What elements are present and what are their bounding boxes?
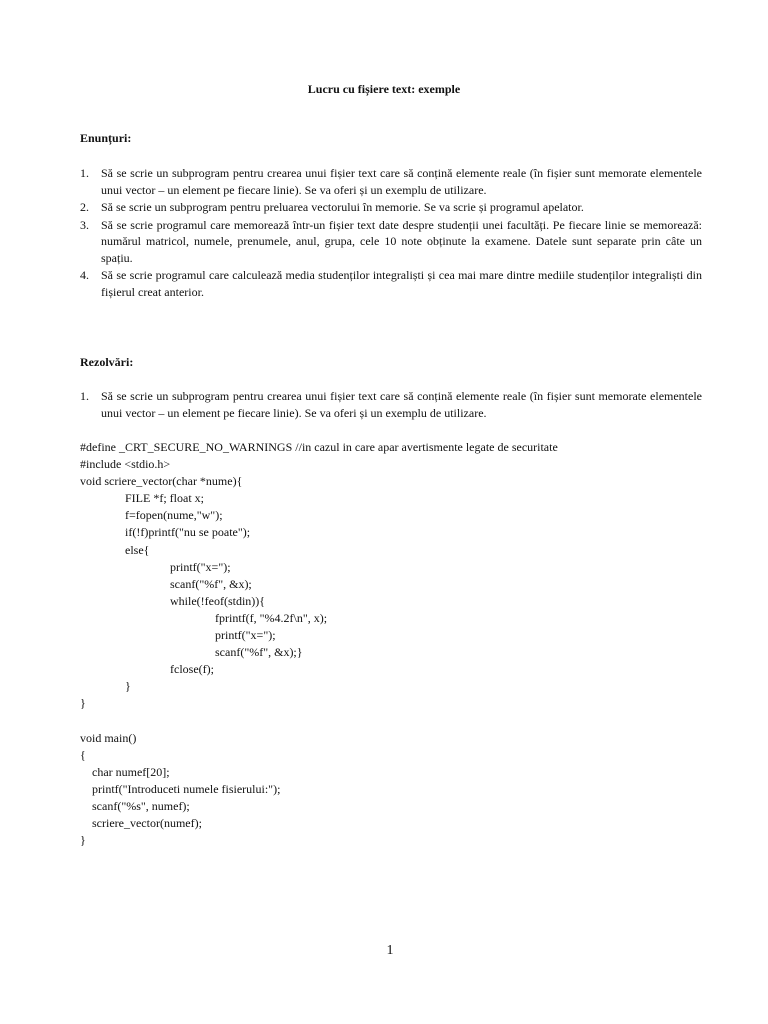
rezolvare-item-number: 1.: [80, 389, 89, 403]
enunturi-heading: Enunțuri:: [80, 131, 132, 145]
code-line: else{: [125, 542, 150, 557]
code-line: printf("x=");: [170, 559, 231, 574]
enunt-item-text: Să se scrie un subprogram pentru preluarea vectorului în memorie. Se va scrie și programul apelator.: [101, 200, 584, 214]
enunt-item-4: [80, 267, 702, 300]
code-line: {: [80, 747, 86, 762]
code-line: printf("Introduceti numele fisierului:");: [92, 781, 281, 796]
rezolvare-item-1: [80, 388, 702, 421]
code-line: }: [80, 833, 86, 848]
enunt-item-text: Să se scrie un subprogram pentru crearea unui fișier text care să conțină elemente reale (în fișier sunt memorate elementele unui vector – un element pe fiecare linie). Se va oferi și un exemplu de utilizare.: [101, 166, 702, 197]
code-line: scanf("%f", &x);: [170, 576, 252, 591]
rezolvari-heading: Rezolvări:: [80, 355, 134, 369]
code-line: FILE *f; float x;: [125, 491, 204, 506]
enunt-item-number: 1.: [80, 166, 89, 180]
code-line: if(!f)printf("nu se poate");: [125, 525, 251, 540]
enunt-item-number: 3.: [80, 217, 89, 232]
enunturi-list: [80, 165, 702, 301]
code-line: printf("x=");: [215, 628, 276, 643]
enunt-item-2: [80, 199, 702, 216]
code-line: scriere_vector(numef);: [92, 816, 202, 831]
rezolvare-item-text: Să se scrie un subprogram pentru crearea unui fișier text care să conțină elemente reale (în fișier sunt memorate elementele unui vector – un element pe fiecare linie). Se va oferi și un exemplu de utilizare.: [101, 389, 702, 420]
code-line: [80, 713, 700, 730]
code-line: scanf("%f", &x);}: [215, 645, 303, 660]
code-line: while(!feof(stdin)){: [170, 593, 266, 608]
enunt-item-3: [80, 217, 702, 267]
enunt-item-text: Să se scrie programul care memorează într-un fișier text date despre studenții unei facultăți. Pe fiecare linie se memorează: numărul matricol, numele, prenumele, anul, grupa, cele 10 note obținute la examene. Datele sunt separate prin câte un spațiu.: [101, 217, 702, 265]
code-block: [80, 439, 700, 849]
code-line: void scriere_vector(char *nume){: [80, 474, 243, 489]
code-line: #include <stdio.h>: [80, 457, 171, 472]
page-number: 1: [386, 943, 394, 958]
enunt-item-1: [80, 165, 702, 198]
enunt-item-text: Să se scrie programul care calculează media studenților integraliști și cea mai mare dintre mediile studenților integraliști din fișierul creat anterior.: [101, 268, 702, 299]
code-line: fprintf(f, "%4.2f\n", x);: [215, 610, 328, 625]
enunt-item-number: 2.: [80, 200, 89, 214]
enunt-item-number: 4.: [80, 268, 89, 282]
code-line: }: [80, 696, 86, 711]
code-line: void main(): [80, 730, 137, 745]
code-line: #define _CRT_SECURE_NO_WARNINGS //in cazul in care apar avertismente legate de securitate: [80, 440, 558, 454]
rezolvari-list: [80, 388, 702, 422]
document-title: Lucru cu fișiere text: exemple: [307, 82, 461, 96]
code-line: fclose(f);: [170, 662, 214, 677]
code-line: f=fopen(nume,"w");: [125, 508, 223, 523]
code-line: scanf("%s", numef);: [92, 798, 190, 813]
code-line: }: [125, 679, 131, 694]
code-line: char numef[20];: [92, 764, 170, 779]
